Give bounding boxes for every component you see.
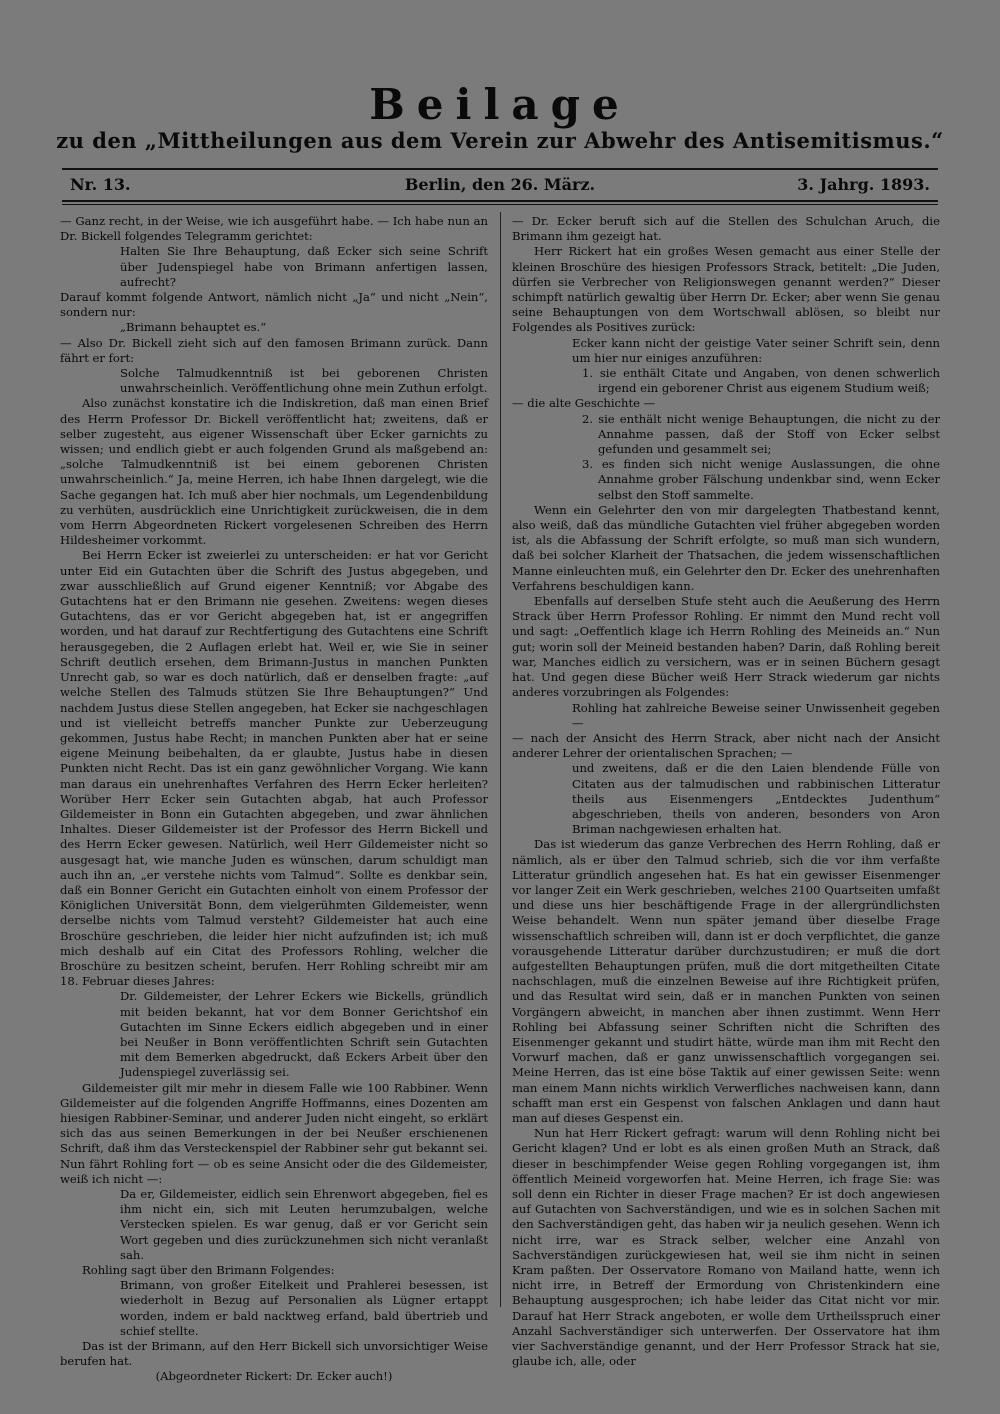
paragraph: Das ist wiederum das ganze Verbrechen des Herrn Rohling, daß er nämlich, als er über den Talmud schrieb, sich die vor ihm verfaßte Litteratur gründlich angesehen hat. Es hat ein gewisser Eisenmenger vor langer Zeit ein Werk geschrieben, welches 2100 Quartseiten umfaßt und diese uns hier beschäftigende Frage in der allergründlichsten Weise behandelt. Wenn nun später jemand über dieselbe Frage wissenschaftlich schreiben will, dann ist er doch verpflichtet, die ganze vorausgehende Litteratur darüber durchzustudiren; er muß die dort aufgestellten Behauptungen prüfen, muß die dort mitgetheilten Citate nachschlagen, muß die einzelnen Beweise auf ihre Richtigkeit prüfen, und das Resultat wird sein, daß er in manchen Punkten von seinen Vorgängern abweicht, in manchen aber ihnen zustimmt. Wenn Herr Rohling bei Abfassung seiner Schriften nicht die Schriften des Eisenmenger gekannt und studirt hätte, würde man ihm mit Recht den Vorwurf machen, daß er ganz unwissenschaftlich vorgegangen sei. Meine Herren, das ist eine böse Taktik auf einer gewissen Seite: wenn man einem Mann nichts wirklich Verwerfliches nachweisen kann, dann schafft man erst ein Gespenst von falschen Anklagen und dann haut man auf dieses Gespenst ein. — [512, 837, 940, 1125]
paragraph: Gildemeister gilt mir mehr in diesem Falle wie 100 Rabbiner. Wenn Gildemeister auf die folgenden Angriffe Hoffmanns, eines Dozenten am hiesigen Rabbiner-Seminar, und anderer Juden nicht eingeht, so erklärt sich das aus seinen Bemerkungen in der bei Neußer erschienenen Schrift, daß ihm das Versteckenspiel der Rabbiner sehr gut bekannt sei. Nun fährt Rohling fort — ob es seine Ansicht oder die des Gildemeister, weiß ich nicht —: — [60, 1080, 488, 1186]
interjection: (Abgeordneter Rickert: Dr. Ecker auch!) — [155, 1369, 393, 1384]
quote: Halten Sie Ihre Behauptung, daß Ecker sich seine Schrift über Judenspiegel habe von Brimann anfertigen lassen, aufrecht? — [120, 244, 488, 289]
paragraph: — Also Dr. Bickell zieht sich auf den famosen Brimann zurück. Dann fährt er fort: — [60, 335, 488, 365]
quote: „Brimann behauptet es.“ — [120, 320, 267, 335]
paragraph: — Dr. Ecker beruft sich auf die Stellen des Schulchan Aruch, die Brimann ihm gezeigt hat. — [512, 214, 940, 244]
quote: und zweitens, daß er die den Laien blendende Fülle von Citaten aus der talmudischen und rabbinischen Litteratur theils aus Eisenmengers „Entdecktes Judenthum“ abgeschrieben, theils von anderen, besonders von Aron Briman nachgewiesen erhalten hat. — [572, 761, 940, 837]
paragraph: — die alte Geschichte — — [512, 396, 656, 411]
quote: Solche Talmudkenntniß ist bei geborenen Christen unwahrscheinlich. Veröffentlichung ohne mein Zuthun erfolgt. — [120, 366, 488, 396]
quote: Brimann, von großer Eitelkeit und Prahlerei besessen, ist wiederholt in Bezug auf Personalien als Lügner ertappt worden, indem er bald nacktweg erfand, bald übertrieb und schief stellte. — [120, 1278, 488, 1338]
paragraph: Das ist der Brimann, auf den Herr Bickell sich unvorsichtiger Weise berufen hat. — [60, 1339, 488, 1369]
quote-list-item: 1. sie enthält Citate und Angaben, von denen schwerlich irgend ein geborener Christ aus eigenem Studium weiß; — [582, 366, 940, 396]
header-rule-top — [62, 168, 938, 170]
right-column — [512, 214, 940, 1369]
paragraph: Also zunächst konstatire ich die Indiskretion, daß man einen Brief des Herrn Professor Dr. Bickell veröffentlicht hat; zweitens, daß er selber zugesteht, aus eigener Wissenschaft über Ecker garnichts zu wissen; und endlich giebt er auch folgenden Grund als maßgebend an: „solche Talmudkenntniß ist bei einem geborenen Christen unwahrscheinlich.“ Ja, meine Herren, ich habe Ihnen dargelegt, wie die Sache gegangen hat. Ich muß aber hier nochmals, um Legendenbildung zu verhüten, ausdrücklich eine Unrichtigkeit zurückweisen, die in dem vom Herrn Abgeordneten Rickert vorgelesenen Schreiben des Herrn Hildesheimer vorkommt. — [60, 396, 488, 548]
place-date: Berlin, den 26. März. — [404, 175, 596, 194]
volume-year: 3. Jahrg. 1893. — [797, 175, 930, 194]
quote-list-item: 2. sie enthält nicht wenige Behauptungen, die nicht zu der Annahme passen, daß der Stoff von Ecker selbst gefunden und gesammelt sei; — [582, 411, 940, 457]
paragraph: Darauf kommt folgende Antwort, nämlich nicht „Ja“ und nicht „Nein“, sondern nur: — [60, 290, 488, 320]
quote-list-item: 3. es finden sich nicht wenige Auslassungen, die ohne Annahme grober Fälschung undenkbar sind, wenn Ecker selbst den Stoff sammelte. — [582, 457, 940, 502]
quote: Rohling hat zahlreiche Beweise seiner Unwissenheit gegeben — — [572, 700, 940, 730]
paragraph: — Ganz recht, in der Weise, wie ich ausgeführt habe. — Ich habe nun an Dr. Bickell folgendes Telegramm gerichtet: — [60, 214, 488, 244]
quote: Da er, Gildemeister, eidlich sein Ehrenwort abgegeben, fiel es ihm nicht ein, sich mit Leuten herumzubalgen, welche Verstecken spielen. Es war genug, daß er vor Gericht sein Wort gegeben und dies zurückzunehmen sich nicht veranlaßt sah. — [120, 1187, 488, 1262]
masthead-subtitle: zu den „Mittheilungen aus dem Verein zur Abwehr des Antisemitismus.“ — [56, 128, 944, 153]
issue-number: Nr. 13. — [70, 175, 131, 194]
masthead-title: Beilage — [369, 80, 631, 129]
paragraph: Bei Herrn Ecker ist zweierlei zu unterscheiden: er hat vor Gericht unter Eid ein Gutachten über die Schrift des Justus abgegeben, und zwar ausschließlich auf Grund eigener Kenntniß; vor Abgabe des Gutachtens hat er den Brimann nie gesehen. Zweitens: wegen dieses Gutachtens, das er vor Gericht abgegeben hat, ist er angegriffen worden, und hat darauf zur Rechtfertigung des Gutachtens eine Schrift herausgegeben, die 2 Auflagen erlebt hat. Weil er, wie Sie in seiner Schrift deutlich ersehen, dem Brimann-Justus in manchen Punkten Unrecht gab, so war es doch natürlich, daß er denselben fragte: „auf welche Stellen des Talmuds stützen Sie Ihre Behauptungen?“ Und nachdem Justus diese Stellen angegeben, hat Ecker sie nachgeschlagen und ist vielleicht betreffs mancher Punkte zur Ueberzeugung gekommen, Justus habe Recht; in manchen Punkten aber hat er seine eigene Meinung beibehalten, da er glaubte, Justus habe in diesen Punkten nicht Recht. Das ist ein ganz gewöhnlicher Vorgang. Wie kann man daraus ein unehrenhaftes Verfahren des Herrn Ecker herleiten? Worüber Herr Ecker sein Gutachten abgab, hat auch Professor Gildemeister in Bonn ein Gutachten abgegeben, und zwar ähnlichen Inhaltes. Dieser Gildemeister ist der Professor des Herrn Bickell und des Herrn Ecker gewesen. Natürlich, weil Herr Gildemeister nicht so ausgesagt hat, wie manche Juden es wünschen, darum schuldigt man auch ihn an, „er verstehe nichts vom Talmud“. Sollte es denkbar sein, daß ein Bonner Gericht ein Gutachten einholt von einem Professor der Königlichen Universität Bonn, dem vielgerühmten Gildemeister, wenn derselbe nichts vom Talmud versteht? Gildemeister hat auch eine Broschüre geschrieben, die leider hier nicht aufzufinden ist; ich muß mich deshalb auf ein Citat des Professors Rohling, welcher die Broschüre zu besitzen scheint, berufen. Herr Rohling schreibt mir am 18. Februar dieses Jahres: — [60, 548, 488, 989]
paragraph: Nun hat Herr Rickert gefragt: warum will denn Rohling nicht bei Gericht klagen? Und er lobt es als einen großen Muth an Strack, daß dieser in beschimpfender Weise gegen Rohling vorgegangen ist, ihm öffentlich Meineid vorgeworfen hat. Meine Herren, ich frage Sie: was soll denn ein Richter in dieser Frage machen? Er ist doch angewiesen auf Gutachten von Sachverständigen, und wie es in solchen Sachen mit den Sachverständigen geht, das haben wir ja neulich gesehen. Wenn ich nicht irre, war es Strack selber, welcher eine Anzahl von Sachverständigen zurückgewiesen hat, weil sie ihm nicht in seinen Kram paßten. Der Osservatore Romano von Mailand hatte, wenn ich nicht irre, in Betreff der Ermordung von Christenkindern eine Behauptung ausgesprochen; ich habe leider das Citat nicht vor mir. Darauf hat Herr Strack angeboten, er wolle dem Urtheilsspruch einer Anzahl Sachverständiger sich unterwerfen. Der Osservatore hat ihm vier Sachverständige genannt, und der Herr Professor Strack hat sie, glaube ich, alle, oder — [512, 1126, 940, 1369]
paragraph: Rohling sagt über den Brimann Folgendes: — [82, 1263, 335, 1278]
column-divider — [500, 212, 501, 1307]
header-rule-bottom-thin — [62, 204, 938, 205]
quote: Dr. Gildemeister, der Lehrer Eckers wie Bickells, gründlich mit beiden bekannt, hat vor dem Bonner Gerichtshof ein Gutachten im Sinne Eckers eidlich abgegeben und in einer bei Neußer in Bonn veröffentlichten Schrift sein Gutachten mit dem Bemerken abgedruckt, daß Eckers Arbeit über den Judenspiegel zuverlässig sei. — [120, 989, 488, 1080]
paragraph: — nach der Ansicht des Herrn Strack, aber nicht nach der Ansicht anderer Lehrer der orientalischen Sprachen; — — [512, 730, 940, 761]
header-rule-bottom — [62, 200, 938, 202]
paragraph: Wenn ein Gelehrter den von mir dargelegten Thatbestand kennt, also weiß, daß das mündliche Gutachten viel früher abgegeben worden ist, als die Abfassung der Schrift erfolgte, so muß man sich wundern, daß bei solcher Klarheit der Thatsachen, die jedem wissenschaftlichen Manne einleuchten muß, ein Gelehrter den Dr. Ecker des unehrenhaften Verfahrens beschuldigen kann. — [512, 502, 940, 593]
paragraph: Ebenfalls auf derselben Stufe steht auch die Aeußerung des Herrn Strack über Herrn Professor Rohling. Er nimmt den Mund recht voll und sagt: „Oeffentlich klage ich Herrn Rohling des Meineids an.“ Nun gut; worin soll der Meineid bestanden haben? Darin, daß Rohling bereit war, Manches eidlich zu versichern, was er in seinen Büchern gesagt hat. Und gegen diese Bücher weiß Herr Strack wiederum gar nichts anderes vorzubringen als Folgendes: — [512, 594, 940, 700]
left-column — [60, 214, 488, 1385]
quote: Ecker kann nicht der geistige Vater seiner Schrift sein, denn um hier nur einiges anzuführen: — [572, 335, 940, 365]
paragraph: Herr Rickert hat ein großes Wesen gemacht aus einer Stelle der kleinen Broschüre des hiesigen Professors Strack, betitelt: „Die Juden, dürfen sie Verbrecher von Religionswegen genannt werden?“ Dieser schimpft natürlich gewaltig über Herrn Dr. Ecker; aber wenn Sie genau seine Behauptungen von dem Wortschwall ablösen, so bleibt nur Folgendes als Positives zurück: — [512, 244, 940, 335]
